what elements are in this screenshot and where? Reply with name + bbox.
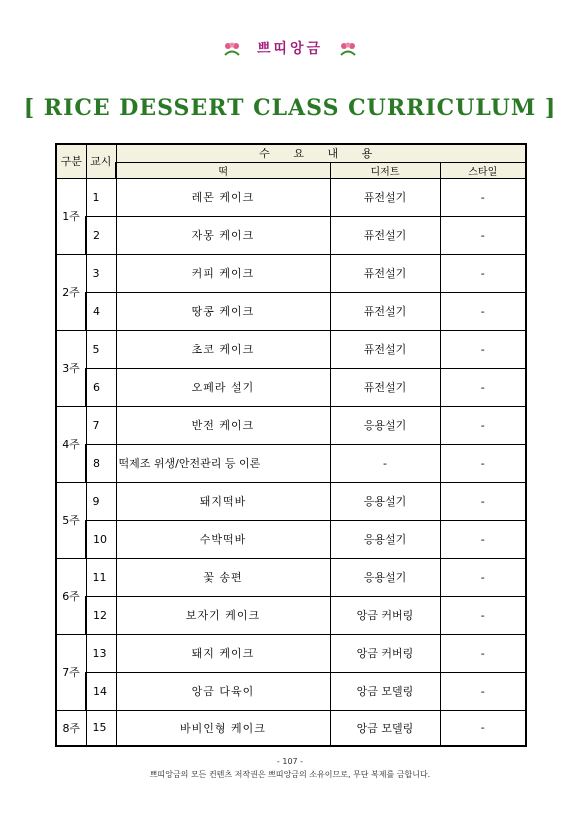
week-cell: 1주 xyxy=(56,178,86,254)
table-row xyxy=(56,710,526,746)
page-title: [ RICE DESSERT CLASS CURRICULUM ] xyxy=(23,95,557,121)
dessert-cell: 퓨전설기 xyxy=(330,216,440,254)
table-row xyxy=(56,558,526,596)
period-cell: 6 xyxy=(86,368,116,406)
style-cell: - xyxy=(440,558,526,596)
rice-cell: 꽃 송편 xyxy=(116,558,330,596)
flower-icon xyxy=(223,42,241,56)
style-cell: - xyxy=(440,672,526,710)
rice-cell: 수박떡바 xyxy=(116,520,330,558)
table-row xyxy=(56,178,526,216)
rice-cell: 보자기 케이크 xyxy=(116,596,330,634)
style-cell: - xyxy=(440,368,526,406)
rice-cell: 돼지 케이크 xyxy=(116,634,330,672)
dessert-cell: 앙금 모델링 xyxy=(330,710,440,746)
style-cell: - xyxy=(440,178,526,216)
table-row xyxy=(56,520,526,558)
col-header-content: 수 요 내 용 xyxy=(116,144,526,162)
curriculum-table xyxy=(55,143,527,747)
table-row xyxy=(56,292,526,330)
rice-cell: 돼지떡바 xyxy=(116,482,330,520)
dessert-cell: 앙금 모델링 xyxy=(330,672,440,710)
dessert-cell: 퓨전설기 xyxy=(330,254,440,292)
table-row xyxy=(56,330,526,368)
rice-cell: 레몬 케이크 xyxy=(116,178,330,216)
style-cell: - xyxy=(440,254,526,292)
rice-cell: 반전 케이크 xyxy=(116,406,330,444)
style-cell: - xyxy=(440,406,526,444)
style-cell: - xyxy=(440,520,526,558)
rice-cell: 떡제조 위생/안전관리 등 이론 xyxy=(116,444,330,482)
brand-header xyxy=(0,38,580,58)
table-row xyxy=(56,596,526,634)
period-cell: 1 xyxy=(86,178,116,216)
brand-name: 쁘띠앙금 xyxy=(256,41,324,57)
period-cell: 11 xyxy=(86,558,116,596)
table-row xyxy=(56,444,526,482)
rice-cell: 오페라 설기 xyxy=(116,368,330,406)
table-row xyxy=(56,406,526,444)
rice-cell: 바비인형 케이크 xyxy=(116,710,330,746)
dessert-cell: 앙금 커버링 xyxy=(330,634,440,672)
week-cell: 4주 xyxy=(56,406,86,482)
rice-cell: 초코 케이크 xyxy=(116,330,330,368)
dessert-cell: 앙금 커버링 xyxy=(330,596,440,634)
flower-icon xyxy=(339,42,357,56)
dessert-cell: 응용설기 xyxy=(330,482,440,520)
period-cell: 15 xyxy=(86,710,116,746)
page-number: - 107 - xyxy=(276,757,304,766)
period-cell: 10 xyxy=(86,520,116,558)
style-cell: - xyxy=(440,292,526,330)
week-cell: 7주 xyxy=(56,634,86,710)
style-cell: - xyxy=(440,596,526,634)
week-cell: 5주 xyxy=(56,482,86,558)
style-cell: - xyxy=(440,634,526,672)
period-cell: 7 xyxy=(86,406,116,444)
period-cell: 5 xyxy=(86,330,116,368)
style-cell: - xyxy=(440,482,526,520)
period-cell: 13 xyxy=(86,634,116,672)
rice-cell: 땅콩 케이크 xyxy=(116,292,330,330)
table-row xyxy=(56,216,526,254)
week-cell: 8주 xyxy=(56,710,86,746)
dessert-cell: 퓨전설기 xyxy=(330,368,440,406)
col-header-gubun: 구분 xyxy=(56,144,86,178)
dessert-cell: 퓨전설기 xyxy=(330,292,440,330)
table-row xyxy=(56,368,526,406)
period-cell: 8 xyxy=(86,444,116,482)
col-header-style: 스타일 xyxy=(440,162,526,178)
dessert-cell: 응용설기 xyxy=(330,558,440,596)
style-cell: - xyxy=(440,330,526,368)
week-cell: 3주 xyxy=(56,330,86,406)
table-row xyxy=(56,254,526,292)
col-header-gyosi: 교시 xyxy=(86,144,116,178)
rice-cell: 앙금 다육이 xyxy=(116,672,330,710)
dessert-cell: - xyxy=(330,444,440,482)
table-row xyxy=(56,482,526,520)
period-cell: 4 xyxy=(86,292,116,330)
dessert-cell: 응용설기 xyxy=(330,520,440,558)
dessert-cell: 퓨전설기 xyxy=(330,330,440,368)
dessert-cell: 응용설기 xyxy=(330,406,440,444)
col-header-rice: 떡 xyxy=(116,162,330,178)
copyright-notice: 쁘띠앙금의 모든 컨텐츠 저작권은 쁘띠앙금의 소유이므로, 무단 복제를 금합니다. xyxy=(149,770,431,779)
table-row xyxy=(56,672,526,710)
period-cell: 12 xyxy=(86,596,116,634)
table-row xyxy=(56,634,526,672)
style-cell: - xyxy=(440,710,526,746)
style-cell: - xyxy=(440,216,526,254)
period-cell: 2 xyxy=(86,216,116,254)
style-cell: - xyxy=(440,444,526,482)
dessert-cell: 퓨전설기 xyxy=(330,178,440,216)
week-cell: 2주 xyxy=(56,254,86,330)
period-cell: 14 xyxy=(86,672,116,710)
period-cell: 9 xyxy=(86,482,116,520)
rice-cell: 커피 케이크 xyxy=(116,254,330,292)
period-cell: 3 xyxy=(86,254,116,292)
week-cell: 6주 xyxy=(56,558,86,634)
col-header-dessert: 디저트 xyxy=(330,162,440,178)
rice-cell: 자몽 케이크 xyxy=(116,216,330,254)
